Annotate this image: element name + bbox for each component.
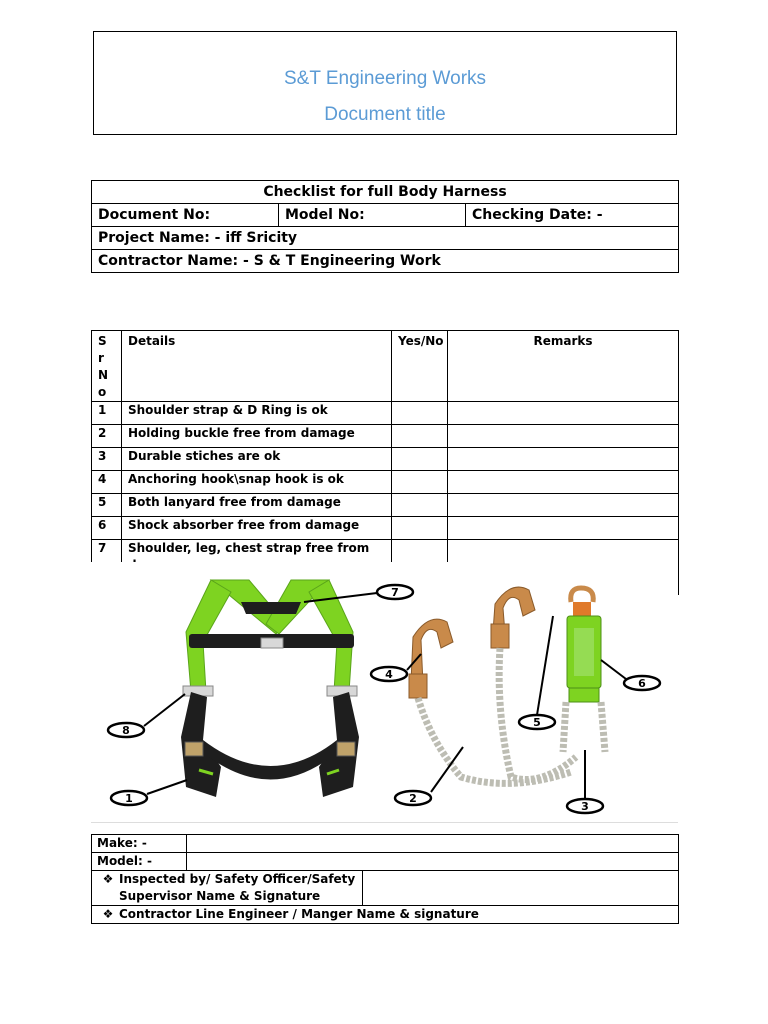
table-row [92, 517, 679, 540]
lanyard-rope-icon [418, 648, 576, 783]
yesno-cell[interactable] [392, 494, 448, 517]
row-detail: Holding buckle free from damage [122, 425, 392, 448]
make-label: Make: - [92, 835, 187, 853]
company-name: S&T Engineering Works [283, 68, 487, 89]
yesno-cell[interactable] [392, 448, 448, 471]
callout-label: 7 [391, 586, 399, 599]
inspected-by-label: ❖ Inspected by/ Safety Officer/Safety Supervisor Name & Signature [92, 871, 363, 906]
remarks-header: Remarks [448, 331, 679, 402]
row-detail: Shock absorber free from damage [122, 517, 392, 540]
row-number: 4 [92, 471, 122, 494]
row-number: 2 [92, 425, 122, 448]
remarks-cell[interactable] [448, 517, 679, 540]
harness-illustration [91, 562, 678, 820]
yesno-header: Yes/No [392, 331, 448, 402]
row-number: 3 [92, 448, 122, 471]
remarks-cell[interactable] [448, 402, 679, 425]
callout-label: 6 [638, 677, 646, 690]
yesno-cell[interactable] [392, 402, 448, 425]
row-number: 6 [92, 517, 122, 540]
callout-label: 5 [533, 716, 541, 729]
table-row [92, 494, 679, 517]
yesno-cell[interactable] [392, 471, 448, 494]
yesno-cell[interactable] [392, 425, 448, 448]
diamond-bullet-icon: ❖ [102, 872, 114, 886]
inspected-signature-field[interactable] [363, 871, 679, 906]
row-number: 5 [92, 494, 122, 517]
row-detail: Durable stiches are ok [122, 448, 392, 471]
harness-diagram [91, 562, 678, 820]
model-field[interactable] [187, 853, 679, 871]
row-number: 1 [92, 402, 122, 425]
shock-absorber-icon [563, 588, 605, 752]
make-field[interactable] [187, 835, 679, 853]
row-number: 7 [92, 540, 122, 575]
callout-label: 8 [122, 724, 130, 737]
yesno-cell[interactable] [392, 517, 448, 540]
snap-hook-icon [409, 587, 535, 698]
divider [91, 822, 678, 823]
remarks-cell[interactable] [448, 494, 679, 517]
table-row [92, 448, 679, 471]
callout-label: 3 [581, 800, 589, 813]
checklist-header-row [92, 331, 679, 402]
checklist-title: Checklist for full Body Harness [92, 181, 679, 204]
diamond-bullet-icon: ❖ [102, 907, 114, 921]
row-detail: Shoulder strap & D Ring is ok [122, 402, 392, 425]
table-row [92, 471, 679, 494]
contractor-name-field[interactable]: Contractor Name: - S & T Engineering Work [92, 250, 679, 273]
remarks-cell[interactable] [448, 471, 679, 494]
checklist-table [91, 330, 679, 595]
table-row [92, 425, 679, 448]
checking-date-field[interactable]: Checking Date: - [466, 204, 679, 227]
document-no-field[interactable]: Document No: [92, 204, 279, 227]
project-name-field[interactable]: Project Name: - iff Sricity [92, 227, 679, 250]
full-body-harness-icon [181, 580, 359, 797]
table-row [92, 402, 679, 425]
row-detail: Anchoring hook\snap hook is ok [122, 471, 392, 494]
contractor-engineer-label: ❖ Contractor Line Engineer / Manger Name & signature [92, 906, 679, 924]
callout-label: 1 [125, 792, 133, 805]
signature-table [91, 834, 679, 924]
document-info-table [91, 180, 679, 273]
srno-header: Sr No [92, 331, 122, 402]
document-header [93, 31, 677, 135]
details-header: Details [122, 331, 392, 402]
row-detail: Both lanyard free from damage [122, 494, 392, 517]
row-detail: Shoulder, leg, chest strap free from [122, 540, 392, 575]
document-title: Document title [324, 104, 446, 125]
callout-label: 4 [385, 668, 393, 681]
model-label: Model: - [92, 853, 187, 871]
callout-label: 2 [409, 792, 417, 805]
remarks-cell[interactable] [448, 448, 679, 471]
model-no-field[interactable]: Model No: [279, 204, 466, 227]
remarks-cell[interactable] [448, 425, 679, 448]
